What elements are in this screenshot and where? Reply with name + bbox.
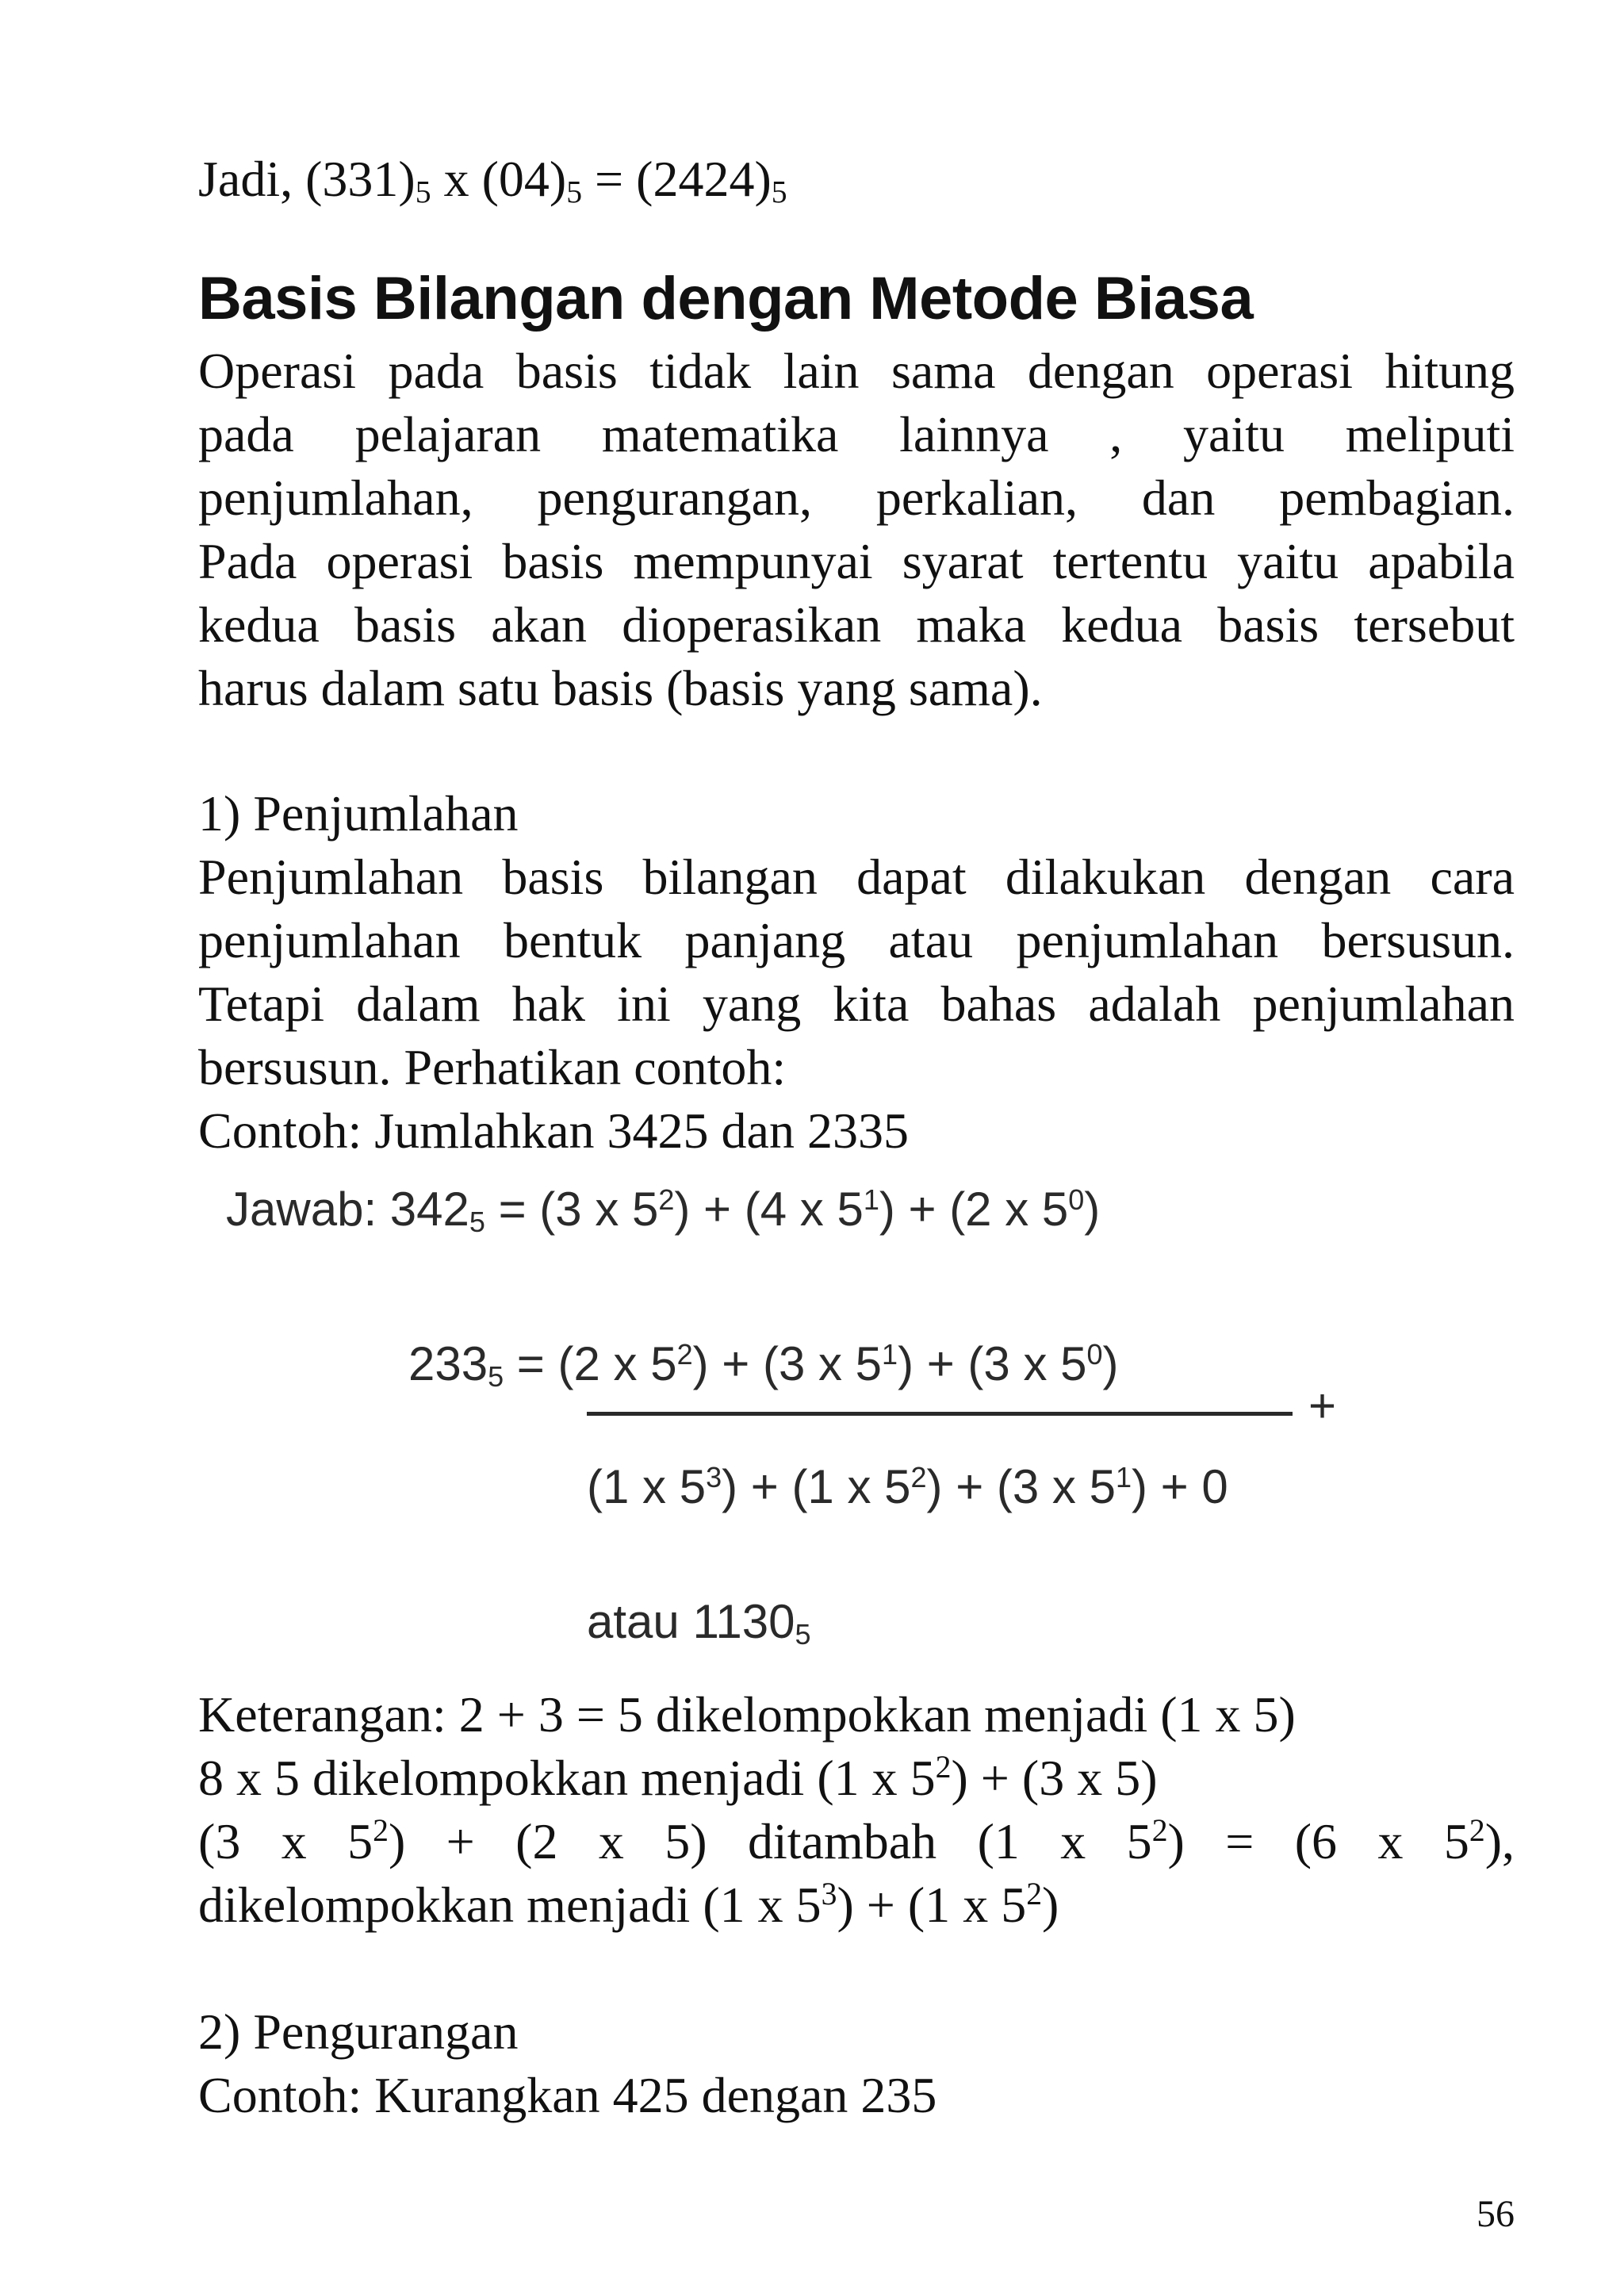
paragraph-line: kedua basis akan dioperasikan maka kedua basis tersebut (198, 596, 1515, 653)
base-subscript: 5 (795, 1617, 811, 1651)
exponent: 3 (706, 1461, 722, 1494)
paragraph-line: pada pelajaran matematika lainnya , yaitu meliputi (198, 406, 1515, 462)
example-line-pengurangan: Contoh: Kurangkan 425 dengan 235 (198, 2067, 937, 2123)
calc-row-2 (408, 1336, 1119, 1391)
keterangan-line-3 (198, 1810, 1515, 1873)
example-line: Contoh: Jumlahkan 3425 dan 2335 (198, 1102, 909, 1159)
keterangan-text: ) + (1 x 5 (837, 1877, 1027, 1933)
calc-text: ) (1102, 1337, 1119, 1390)
keterangan-text: ) = (6 x 5 (1167, 1813, 1469, 1869)
exponent: 2 (1469, 1813, 1485, 1849)
page-number: 56 (1477, 2193, 1515, 2235)
paragraph-penjumlahan (198, 845, 1515, 1163)
paragraph-line: Pada operasi basis mempunyai syarat tertentu yaitu apabila (198, 533, 1515, 589)
paragraph-line: penjumlahan, pengurangan, perkalian, dan pembagian. (198, 470, 1515, 526)
paragraph-line: penjumlahan bentuk panjang atau penjumlahan bersusun. (198, 912, 1515, 968)
calc-text: ) + (2 x 5 (879, 1183, 1069, 1236)
base-subscript: 5 (469, 1205, 485, 1238)
exponent: 2 (910, 1461, 927, 1494)
intro-line (198, 148, 787, 211)
exponent: 2 (935, 1750, 952, 1785)
keterangan-line-1: Keterangan: 2 + 3 = 5 dikelompokkan menjadi (1 x 5) (198, 1686, 1296, 1743)
calc-text: ) + (3 x 5 (898, 1337, 1087, 1390)
exponent: 2 (676, 1338, 693, 1371)
base-subscript: 5 (771, 174, 787, 210)
paragraph-line: harus dalam satu basis (basis yang sama). (198, 660, 1043, 716)
exponent: 1 (863, 1183, 879, 1217)
exponent: 1 (882, 1338, 898, 1371)
paragraph-line: Penjumlahan basis bilangan dapat dilakukan dengan cara (198, 849, 1515, 905)
intro-text: Jadi, (331) (198, 151, 416, 207)
calc-text: ) + (1 x 5 (722, 1460, 911, 1513)
paragraph-intro (198, 339, 1515, 720)
calc-text: ) + (4 x 5 (674, 1183, 864, 1236)
exponent: 1 (1115, 1461, 1132, 1494)
intro-text: = (2424) (582, 151, 772, 207)
keterangan-line-4 (198, 1873, 1059, 1937)
calc-text: Jawab: 342 (226, 1183, 469, 1236)
base-subscript: 5 (566, 174, 583, 210)
keterangan-line-2 (198, 1746, 1158, 1810)
keterangan-text: 8 x 5 dikelompokkan menjadi (1 x 5 (198, 1750, 936, 1806)
exponent: 2 (658, 1183, 675, 1217)
calc-text: (1 x 5 (587, 1460, 707, 1513)
intro-text: x (04) (431, 151, 567, 207)
section-title-pengurangan: 2) Pengurangan (198, 2003, 519, 2060)
keterangan-text: ), (1484, 1813, 1515, 1869)
keterangan-text: dikelompokkan menjadi (1 x 5 (198, 1877, 822, 1933)
base-subscript: 5 (488, 1359, 504, 1393)
paragraph-line: bersusun. Perhatikan contoh: (198, 1039, 787, 1095)
calc-text: ) + (3 x 5 (692, 1337, 883, 1390)
section-title-penjumlahan: 1) Penjumlahan (198, 785, 519, 842)
keterangan-text: ) (1042, 1877, 1059, 1933)
calc-row-1 (226, 1182, 1100, 1237)
keterangan-text: ) + (3 x 5) (951, 1750, 1158, 1806)
calc-text: = (3 x 5 (485, 1183, 659, 1236)
justified-line (198, 1810, 1515, 1873)
calc-row-3 (587, 1459, 1228, 1514)
base-subscript: 5 (415, 174, 431, 210)
plus-sign: + (1308, 1379, 1337, 1432)
calc-text: ) + 0 (1132, 1460, 1228, 1513)
calc-text: ) (1084, 1183, 1101, 1236)
sum-rule (587, 1412, 1293, 1416)
calc-text: = (2 x 5 (504, 1337, 677, 1390)
exponent: 0 (1068, 1183, 1085, 1217)
calc-text: atau 1130 (587, 1595, 795, 1648)
calc-row-4 (587, 1594, 811, 1649)
keterangan-text: (3 x 5 (198, 1813, 373, 1869)
paragraph-line: Operasi pada basis tidak lain sama dengan operasi hitung (198, 343, 1515, 399)
calculation-figure (214, 1166, 1404, 1674)
exponent: 2 (373, 1813, 389, 1849)
exponent: 3 (821, 1877, 837, 1912)
keterangan-text: ) + (2 x 5) ditambah (1 x 5 (388, 1813, 1152, 1869)
calc-text: 233 (408, 1337, 488, 1390)
exponent: 0 (1086, 1338, 1103, 1371)
paragraph-line: Tetapi dalam hak ini yang kita bahas adalah penjumlahan (198, 976, 1515, 1032)
section-heading: Basis Bilangan dengan Metode Biasa (198, 265, 1254, 332)
exponent: 2 (1026, 1877, 1043, 1912)
calc-text: ) + (3 x 5 (926, 1460, 1116, 1513)
exponent: 2 (1151, 1813, 1168, 1849)
